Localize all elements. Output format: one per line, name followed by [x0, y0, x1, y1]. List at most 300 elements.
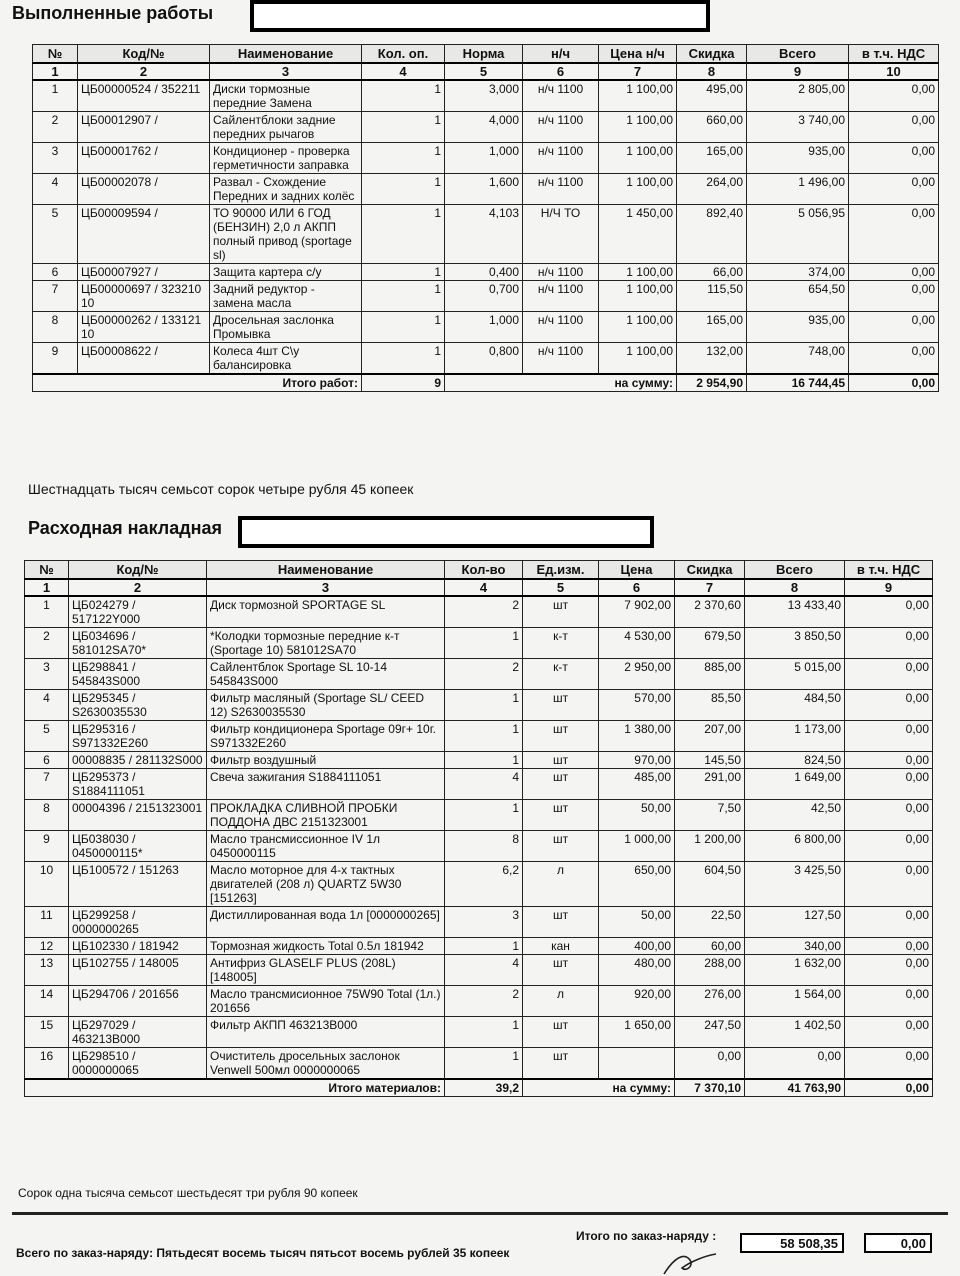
works-header-row — [33, 45, 939, 64]
invoice-row-cell: 16 — [25, 1048, 69, 1080]
invoice-row-cell: 480,00 — [599, 955, 675, 986]
invoice-row-cell: 4 — [25, 690, 69, 721]
works-col-header-4: Кол. оп. — [362, 45, 445, 64]
invoice-row-cell: 207,00 — [675, 721, 745, 752]
invoice-row-cell: 970,00 — [599, 752, 675, 769]
invoice-row-cell: 14 — [25, 986, 69, 1017]
invoice-row-cell: 8 — [25, 800, 69, 831]
works-row-cell: 66,00 — [677, 264, 747, 281]
works-row-cell: 3 740,00 — [747, 112, 849, 143]
invoice-row-cell: шт — [523, 752, 599, 769]
invoice-row-cell: 400,00 — [599, 938, 675, 955]
works-row-cell: 1 100,00 — [599, 174, 677, 205]
works-total-row — [33, 374, 939, 392]
invoice-row-cell: 15 — [25, 1017, 69, 1048]
invoice-row — [25, 938, 933, 955]
invoice-row-cell: 247,50 — [675, 1017, 745, 1048]
works-row-cell: 0,00 — [849, 174, 939, 205]
works-row-cell: ЦБ00012907 / — [78, 112, 210, 143]
invoice-row-cell: Фильтр АКПП 463213B000 — [207, 1017, 445, 1048]
invoice-row-cell: шт — [523, 1017, 599, 1048]
invoice-row-cell: 1 000,00 — [599, 831, 675, 862]
invoice-col-index-7: 7 — [675, 579, 745, 596]
works-col-index-4: 4 — [362, 63, 445, 80]
works-row-cell: 4,103 — [445, 205, 523, 264]
grand-total-sum: 58 508,35 — [740, 1233, 844, 1253]
works-row-cell: ЦБ00000262 / 133121 10 — [78, 312, 210, 343]
invoice-row-cell: 60,00 — [675, 938, 745, 955]
works-total-sum: 16 744,45 — [747, 374, 849, 392]
invoice-row-cell: ЦБ295345 / S2630035530 — [69, 690, 207, 721]
invoice-col-index-8: 8 — [745, 579, 845, 596]
invoice-row-cell: ПРОКЛАДКА СЛИВНОЙ ПРОБКИ ПОДДОНА ДВС 2151323001 — [207, 800, 445, 831]
invoice-col-index-3: 3 — [207, 579, 445, 596]
invoice-row-cell: 0,00 — [845, 831, 933, 862]
invoice-row-cell: ЦБ295373 / S1884111051 — [69, 769, 207, 800]
invoice-row-cell: 0,00 — [845, 986, 933, 1017]
works-row-cell: н/ч 1100 — [523, 112, 599, 143]
invoice-row-cell: 0,00 — [845, 596, 933, 628]
invoice-row-cell: 1 402,50 — [745, 1017, 845, 1048]
invoice-row-cell: ЦБ294706 / 201656 — [69, 986, 207, 1017]
invoice-row-cell: Масло моторное для 4-х тактных двигателей (208 л) QUARTZ 5W30 [151263] — [207, 862, 445, 907]
invoice-col-index-9: 9 — [845, 579, 933, 596]
works-row-cell: ЦБ00002078 / — [78, 174, 210, 205]
works-row-cell: 1 450,00 — [599, 205, 677, 264]
redacted-block — [250, 0, 710, 32]
works-row-cell: Диски тормозные передние Замена — [210, 80, 362, 112]
invoice-row-cell: шт — [523, 721, 599, 752]
invoice-row-cell: 0,00 — [745, 1048, 845, 1080]
invoice-row — [25, 596, 933, 628]
works-row-cell: ЦБ00009594 / — [78, 205, 210, 264]
invoice-col-index-4: 4 — [445, 579, 523, 596]
invoice-row-cell: 50,00 — [599, 907, 675, 938]
invoice-row-cell: 1 380,00 — [599, 721, 675, 752]
invoice-row-cell: 1 — [445, 1017, 523, 1048]
works-row — [33, 80, 939, 112]
invoice-row-cell: 3 — [445, 907, 523, 938]
works-total-vat: 0,00 — [849, 374, 939, 392]
invoice-row-cell: ЦБ038030 / 0450000115* — [69, 831, 207, 862]
invoice-row-cell: 22,50 — [675, 907, 745, 938]
works-row-cell: 0,00 — [849, 264, 939, 281]
works-col-header-2: Код/№ — [78, 45, 210, 64]
works-row-cell: 0,00 — [849, 143, 939, 174]
invoice-row — [25, 1048, 933, 1080]
invoice-row — [25, 690, 933, 721]
works-row — [33, 343, 939, 375]
invoice-row-cell: 0,00 — [675, 1048, 745, 1080]
works-row-cell: 8 — [33, 312, 78, 343]
invoice-row — [25, 659, 933, 690]
invoice-row-cell: 85,50 — [675, 690, 745, 721]
works-row-cell: 374,00 — [747, 264, 849, 281]
invoice-row-cell: 0,00 — [845, 862, 933, 907]
works-row-cell: 1 — [33, 80, 78, 112]
invoice-row-cell: 679,50 — [675, 628, 745, 659]
works-row-cell: ЦБ00000697 / 323210 10 — [78, 281, 210, 312]
invoice-row-cell: 10 — [25, 862, 69, 907]
invoice-row-cell: 3 850,50 — [745, 628, 845, 659]
invoice-row-cell: ЦБ295316 / S971332E260 — [69, 721, 207, 752]
invoice-col-header-7: Скидка — [675, 561, 745, 580]
works-row-cell: 0,00 — [849, 112, 939, 143]
invoice-row-cell: Масло трансмиссионное IV 1л 0450000115 — [207, 831, 445, 862]
works-row-cell: 935,00 — [747, 312, 849, 343]
works-row-cell: 1 100,00 — [599, 312, 677, 343]
works-row — [33, 174, 939, 205]
invoice-index-row — [25, 579, 933, 596]
invoice-row-cell: 1 650,00 — [599, 1017, 675, 1048]
invoice-row-cell: 2 370,60 — [675, 596, 745, 628]
works-col-header-6: н/ч — [523, 45, 599, 64]
works-row-cell: 1 — [362, 205, 445, 264]
invoice-total-in-words: Сорок одна тысяча семьсот шестьдесят три рубля 90 копеек — [18, 1186, 358, 1200]
invoice-row-cell: 0,00 — [845, 659, 933, 690]
works-row-cell: 132,00 — [677, 343, 747, 375]
invoice-row-cell: ЦБ297029 / 463213B000 — [69, 1017, 207, 1048]
works-row-cell: н/ч 1100 — [523, 174, 599, 205]
works-row-cell: 5 056,95 — [747, 205, 849, 264]
works-row-cell: 0,00 — [849, 343, 939, 375]
works-col-index-3: 3 — [210, 63, 362, 80]
invoice-row-cell: 485,00 — [599, 769, 675, 800]
invoice-section-title: Расходная накладная — [28, 518, 223, 538]
works-row-cell: 1 — [362, 343, 445, 375]
grand-total-vat: 0,00 — [864, 1233, 932, 1253]
works-row-cell: н/ч 1100 — [523, 312, 599, 343]
invoice-total-discount: 7 370,10 — [675, 1079, 745, 1097]
works-total-discount: 2 954,90 — [677, 374, 747, 392]
works-row-cell: 1 — [362, 312, 445, 343]
invoice-total-row — [25, 1079, 933, 1097]
works-row-cell: 5 — [33, 205, 78, 264]
invoice-header-row — [25, 561, 933, 580]
works-row-cell: ТО 90000 ИЛИ 6 ГОД (БЕНЗИН) 2,0 л АКПП полный привод (sportage sl) — [210, 205, 362, 264]
works-col-index-5: 5 — [445, 63, 523, 80]
invoice-row-cell: 6,2 — [445, 862, 523, 907]
works-row — [33, 281, 939, 312]
works-row-cell: Дросельная заслонка Промывка — [210, 312, 362, 343]
works-row — [33, 264, 939, 281]
invoice-row-cell: 0,00 — [845, 1017, 933, 1048]
works-row-cell: ЦБ00008622 / — [78, 343, 210, 375]
invoice-row-cell: 2 — [25, 628, 69, 659]
invoice-row-cell: шт — [523, 831, 599, 862]
invoice-row-cell: Масло трансмисионное 75W90 Total (1л.) 201656 — [207, 986, 445, 1017]
works-row-cell: 1 100,00 — [599, 264, 677, 281]
works-col-header-8: Скидка — [677, 45, 747, 64]
invoice-row-cell: 00004396 / 2151323001 — [69, 800, 207, 831]
invoice-col-header-5: Ед.изм. — [523, 561, 599, 580]
invoice-row-cell: 1 — [445, 800, 523, 831]
invoice-col-header-2: Код/№ — [69, 561, 207, 580]
invoice-row-cell: ЦБ024279 / 517122Y000 — [69, 596, 207, 628]
works-row-cell: 0,00 — [849, 312, 939, 343]
works-row-cell: 1 — [362, 80, 445, 112]
invoice-row-cell: 0,00 — [845, 907, 933, 938]
invoice-row-cell: 127,50 — [745, 907, 845, 938]
invoice-row-cell: кан — [523, 938, 599, 955]
invoice-col-index-6: 6 — [599, 579, 675, 596]
invoice-row-cell: шт — [523, 596, 599, 628]
works-col-index-9: 9 — [747, 63, 849, 80]
invoice-row-cell: Фильтр масляный (Sportage SL/ CEED 12) S2630035530 — [207, 690, 445, 721]
works-row-cell: Защита картера с/у — [210, 264, 362, 281]
invoice-row-cell: 1 649,00 — [745, 769, 845, 800]
works-row-cell: 0,00 — [849, 281, 939, 312]
invoice-row-cell: 340,00 — [745, 938, 845, 955]
invoice-row-cell: 0,00 — [845, 955, 933, 986]
works-row-cell: 3,000 — [445, 80, 523, 112]
invoice-col-header-4: Кол-во — [445, 561, 523, 580]
invoice-row-cell: ЦБ034696 / 581012SA70* — [69, 628, 207, 659]
redacted-block — [238, 516, 654, 548]
works-row-cell: 935,00 — [747, 143, 849, 174]
invoice-row-cell: 0,00 — [845, 628, 933, 659]
invoice-row-cell: 0,00 — [845, 1048, 933, 1080]
works-row-cell: Развал - Схождение Передних и задних колёс — [210, 174, 362, 205]
invoice-row-cell: 1 — [445, 690, 523, 721]
invoice-row-cell: шт — [523, 690, 599, 721]
invoice-row — [25, 862, 933, 907]
invoice-col-index-1: 1 — [25, 579, 69, 596]
works-index-row — [33, 63, 939, 80]
works-row-cell: 1 100,00 — [599, 80, 677, 112]
works-row-cell: Кондиционер - проверка герметичности заправка — [210, 143, 362, 174]
invoice-col-header-6: Цена — [599, 561, 675, 580]
works-sum-label: на сумму: — [445, 374, 677, 392]
works-row-cell: Н/Ч ТО — [523, 205, 599, 264]
works-row-cell: 115,50 — [677, 281, 747, 312]
signature-mark — [660, 1250, 720, 1276]
invoice-row-cell: 0,00 — [845, 721, 933, 752]
invoice-row-cell: 2 950,00 — [599, 659, 675, 690]
invoice-row-cell: *Колодки тормозные передние к-т (Sportage 10) 581012SA70 — [207, 628, 445, 659]
invoice-row-cell: Свеча зажигания S1884111051 — [207, 769, 445, 800]
invoice-row-cell: 4 — [445, 769, 523, 800]
invoice-row-cell: 1 — [445, 752, 523, 769]
works-row-cell: н/ч 1100 — [523, 143, 599, 174]
works-row-cell: ЦБ00000524 / 352211 — [78, 80, 210, 112]
invoice-row-cell: 291,00 — [675, 769, 745, 800]
invoice-row-cell: 50,00 — [599, 800, 675, 831]
works-row-cell: 4 — [33, 174, 78, 205]
invoice-row — [25, 721, 933, 752]
works-row-cell: Задний редуктор - замена масла — [210, 281, 362, 312]
works-row-cell: ЦБ00007927 / — [78, 264, 210, 281]
invoice-row-cell: 12 — [25, 938, 69, 955]
invoice-row-cell: шт — [523, 907, 599, 938]
invoice-row-cell: Фильтр кондиционера Sportage 09г+ 10г. S971332E260 — [207, 721, 445, 752]
divider — [12, 1212, 948, 1215]
works-col-header-7: Цена н/ч — [599, 45, 677, 64]
invoice-row-cell: 7 902,00 — [599, 596, 675, 628]
invoice-row-cell: Тормозная жидкость Total 0.5л 181942 — [207, 938, 445, 955]
invoice-total-label: Итого материалов: — [25, 1079, 445, 1097]
works-row-cell: 6 — [33, 264, 78, 281]
invoice-row-cell: 1 — [445, 721, 523, 752]
invoice-row — [25, 955, 933, 986]
works-col-index-8: 8 — [677, 63, 747, 80]
works-row-cell: 1 100,00 — [599, 112, 677, 143]
invoice-row-cell: 885,00 — [675, 659, 745, 690]
works-row-cell: 1 — [362, 112, 445, 143]
invoice-row — [25, 986, 933, 1017]
invoice-row-cell: 6 800,00 — [745, 831, 845, 862]
invoice-row-cell: 145,50 — [675, 752, 745, 769]
works-col-index-10: 10 — [849, 63, 939, 80]
invoice-sum-label: на сумму: — [523, 1079, 675, 1097]
invoice-row-cell: к-т — [523, 659, 599, 690]
invoice-row-cell: 0,00 — [845, 690, 933, 721]
invoice-row-cell: л — [523, 986, 599, 1017]
works-row — [33, 143, 939, 174]
works-row-cell: Сайлентблоки задние передних рычагов — [210, 112, 362, 143]
invoice-row-cell: 604,50 — [675, 862, 745, 907]
invoice-row — [25, 831, 933, 862]
invoice-row-cell: Фильтр воздушный — [207, 752, 445, 769]
invoice-row-cell: 2 — [445, 596, 523, 628]
grand-total-label: Итого по заказ-наряду : — [576, 1229, 717, 1243]
invoice-col-index-2: 2 — [69, 579, 207, 596]
invoice-row-cell: 570,00 — [599, 690, 675, 721]
works-row — [33, 205, 939, 264]
invoice-row — [25, 752, 933, 769]
works-row-cell: 0,800 — [445, 343, 523, 375]
invoice-row-cell: ЦБ298510 / 0000000065 — [69, 1048, 207, 1080]
invoice-row-cell: ЦБ100572 / 151263 — [69, 862, 207, 907]
invoice-row-cell: 920,00 — [599, 986, 675, 1017]
invoice-row-cell: 7 — [25, 769, 69, 800]
works-row — [33, 312, 939, 343]
invoice-row — [25, 1017, 933, 1048]
works-row-cell: 892,40 — [677, 205, 747, 264]
invoice-col-header-9: в т.ч. НДС — [845, 561, 933, 580]
works-row-cell: 1 100,00 — [599, 343, 677, 375]
works-col-index-6: 6 — [523, 63, 599, 80]
invoice-row-cell: 1 564,00 — [745, 986, 845, 1017]
works-row-cell: 1,000 — [445, 143, 523, 174]
invoice-row-cell: 2 — [445, 659, 523, 690]
works-row-cell: 1 100,00 — [599, 281, 677, 312]
invoice-row-cell: Антифриз GLASELF PLUS (208L) [148005] — [207, 955, 445, 986]
works-col-header-10: в т.ч. НДС — [849, 45, 939, 64]
works-row-cell: 1,600 — [445, 174, 523, 205]
works-row-cell: 3 — [33, 143, 78, 174]
works-table — [32, 44, 939, 392]
works-row-cell: 495,00 — [677, 80, 747, 112]
works-row-cell: 1 100,00 — [599, 143, 677, 174]
grand-total-in-words: Всего по заказ-наряду: Пятьдесят восемь тысяч пятьсот восемь рублей 35 копеек — [16, 1246, 510, 1260]
invoice-row-cell: Сайлентблок Sportage SL 10-14 545843S000 — [207, 659, 445, 690]
works-total-label: Итого работ: — [33, 374, 362, 392]
invoice-col-header-8: Всего — [745, 561, 845, 580]
works-row-cell: 1 496,00 — [747, 174, 849, 205]
works-row-cell: 1,000 — [445, 312, 523, 343]
works-row-cell: 660,00 — [677, 112, 747, 143]
works-row-cell: 264,00 — [677, 174, 747, 205]
invoice-row — [25, 628, 933, 659]
works-row-cell: 1 — [362, 281, 445, 312]
invoice-row-cell: 1 — [445, 1048, 523, 1080]
invoice-row-cell: ЦБ102330 / 181942 — [69, 938, 207, 955]
works-row-cell: Колеса 4шт С\у балансировка — [210, 343, 362, 375]
invoice-row-cell: 0,00 — [845, 800, 933, 831]
invoice-total-sum: 41 763,90 — [745, 1079, 845, 1097]
invoice-row-cell: ЦБ299258 / 0000000265 — [69, 907, 207, 938]
works-row-cell: н/ч 1100 — [523, 264, 599, 281]
invoice-row-cell: 7,50 — [675, 800, 745, 831]
invoice-row-cell: ЦБ102755 / 148005 — [69, 955, 207, 986]
works-row-cell: 0,400 — [445, 264, 523, 281]
works-row-cell: н/ч 1100 — [523, 343, 599, 375]
works-col-header-9: Всего — [747, 45, 849, 64]
invoice-row-cell: 1 200,00 — [675, 831, 745, 862]
works-total-qty: 9 — [362, 374, 445, 392]
invoice-row-cell: ЦБ298841 / 545843S000 — [69, 659, 207, 690]
works-row-cell: 9 — [33, 343, 78, 375]
invoice-row-cell: 00008835 / 281132S000 — [69, 752, 207, 769]
works-row — [33, 112, 939, 143]
invoice-col-header-3: Наименование — [207, 561, 445, 580]
invoice-total-vat: 0,00 — [845, 1079, 933, 1097]
invoice-table — [24, 560, 933, 1097]
works-col-header-1: № — [33, 45, 78, 64]
invoice-row-cell: шт — [523, 955, 599, 986]
invoice-row-cell: 650,00 — [599, 862, 675, 907]
invoice-row-cell: 4 — [445, 955, 523, 986]
works-row-cell: 1 — [362, 264, 445, 281]
works-row-cell: 0,00 — [849, 80, 939, 112]
invoice-row-cell: 13 — [25, 955, 69, 986]
works-col-index-1: 1 — [33, 63, 78, 80]
works-col-index-2: 2 — [78, 63, 210, 80]
invoice-row-cell: 5 015,00 — [745, 659, 845, 690]
works-row-cell: 1 — [362, 143, 445, 174]
invoice-row-cell: 8 — [445, 831, 523, 862]
invoice-row-cell: 3 — [25, 659, 69, 690]
invoice-row-cell: 288,00 — [675, 955, 745, 986]
invoice-row-cell: к-т — [523, 628, 599, 659]
invoice-row-cell: шт — [523, 769, 599, 800]
invoice-row-cell: 42,50 — [745, 800, 845, 831]
works-row-cell: 654,50 — [747, 281, 849, 312]
invoice-row-cell: 0,00 — [845, 769, 933, 800]
works-row-cell: 4,000 — [445, 112, 523, 143]
invoice-row — [25, 769, 933, 800]
invoice-row-cell: 0,00 — [845, 752, 933, 769]
invoice-row-cell: 9 — [25, 831, 69, 862]
invoice-row-cell: 824,50 — [745, 752, 845, 769]
invoice-row-cell: 6 — [25, 752, 69, 769]
invoice-row-cell: 1 173,00 — [745, 721, 845, 752]
invoice-row-cell: 1 632,00 — [745, 955, 845, 986]
works-row-cell: ЦБ00001762 / — [78, 143, 210, 174]
invoice-row-cell: Очиститель дросельных заслонок Venwell 500мл 0000000065 — [207, 1048, 445, 1080]
invoice-row-cell: 2 — [445, 986, 523, 1017]
invoice-row-cell: 11 — [25, 907, 69, 938]
invoice-row-cell: шт — [523, 1048, 599, 1080]
works-row-cell: 165,00 — [677, 312, 747, 343]
works-row-cell: 1 — [362, 174, 445, 205]
invoice-row-cell: 1 — [445, 628, 523, 659]
works-section-title: Выполненные работы — [12, 3, 214, 23]
invoice-row-cell: 4 530,00 — [599, 628, 675, 659]
invoice-row-cell: Дистиллированная вода 1л [0000000265] — [207, 907, 445, 938]
invoice-row-cell: 1 — [445, 938, 523, 955]
